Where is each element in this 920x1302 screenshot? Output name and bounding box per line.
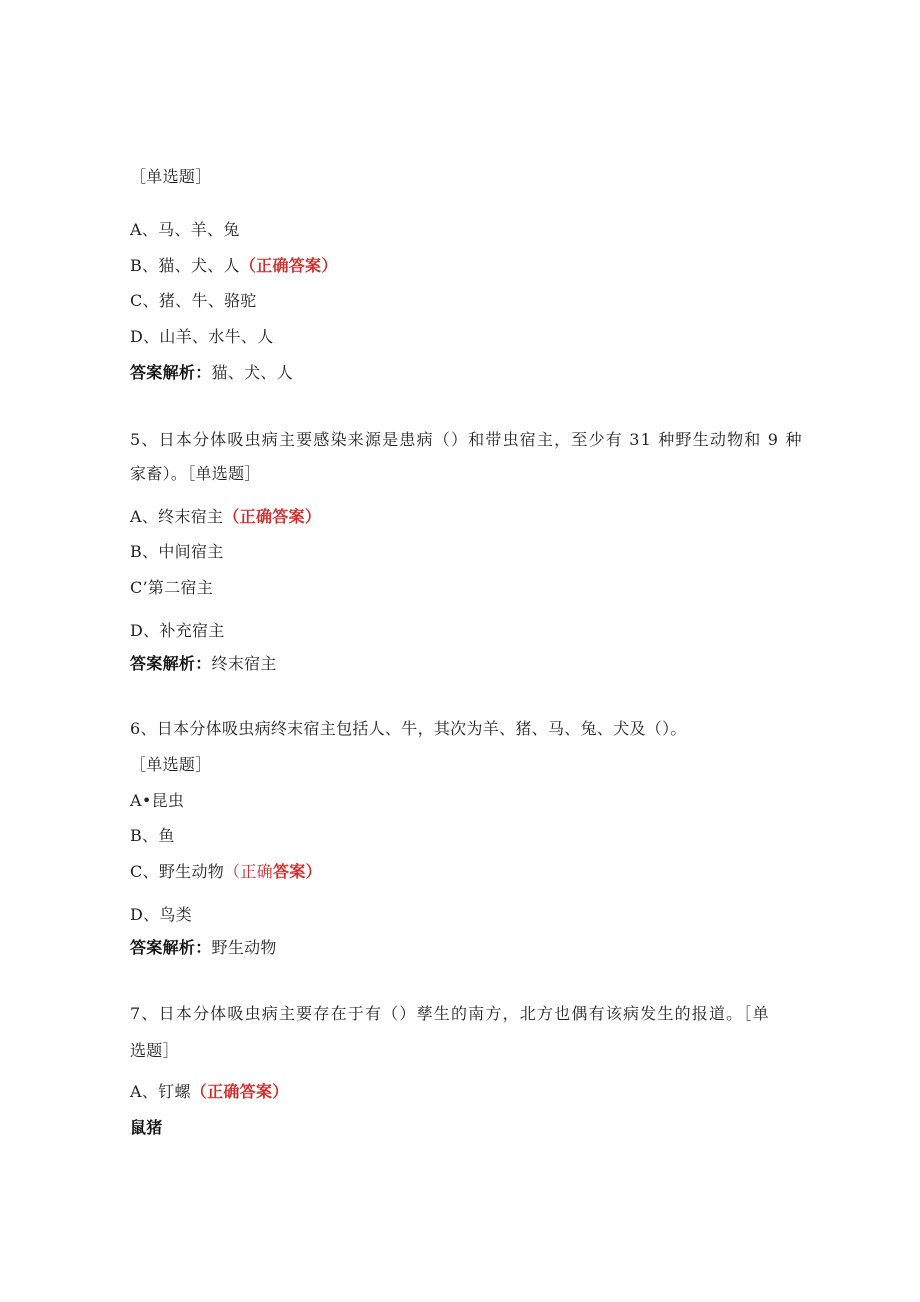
option-text: B、中间宿主 bbox=[130, 542, 224, 561]
correct-answer-mark-part1: （正确 bbox=[224, 862, 273, 881]
option-text: A、钉螺 bbox=[130, 1082, 191, 1101]
analysis-label: 答案解析： bbox=[130, 363, 212, 382]
q5-option-b bbox=[130, 542, 224, 562]
option-text: A、终末宿主 bbox=[130, 507, 224, 526]
analysis-label: 答案解析： bbox=[130, 654, 212, 673]
q5-stem-line1: 5、日本分体吸虫病主要感染来源是患病（）和带虫宿主，至少有 31 种野生动物和 9 种 bbox=[130, 430, 803, 449]
q6-analysis bbox=[130, 938, 277, 958]
q6-type-tag: ［单选题］ bbox=[130, 755, 212, 774]
correct-answer-mark: （正确答案） bbox=[190, 1082, 289, 1101]
q4-type-tag: ［单选题］ bbox=[130, 167, 212, 186]
q5-option-a bbox=[130, 507, 321, 527]
option-text: C’第二宿主 bbox=[130, 578, 214, 597]
q5-stem-line2: 家畜）。［单选题］ bbox=[130, 464, 261, 483]
option-text: A、马、羊、兔 bbox=[130, 220, 240, 239]
q4-analysis bbox=[130, 363, 293, 383]
option-text: B、鱼 bbox=[130, 826, 175, 845]
option-text: C、猪、牛、骆驼 bbox=[130, 291, 257, 310]
option-text: C、野生动物 bbox=[130, 862, 225, 881]
q7-trailing-text: 鼠猪 bbox=[130, 1118, 163, 1137]
q4-option-c bbox=[130, 291, 257, 311]
analysis-text: 野生动物 bbox=[211, 938, 277, 957]
analysis-text: 猫、犬、人 bbox=[211, 363, 294, 382]
q6-option-c bbox=[130, 862, 322, 882]
analysis-text: 终末宿主 bbox=[211, 654, 277, 673]
q7-stem-line1: 7、日本分体吸虫病主要存在于有（）孳生的南方，北方也偶有该病发生的报道。［单 bbox=[130, 1004, 770, 1023]
q6-option-d bbox=[130, 905, 192, 925]
q4-option-d bbox=[130, 327, 274, 347]
correct-answer-mark-part2: 答案） bbox=[272, 862, 322, 881]
correct-answer-mark: （正确答案） bbox=[223, 507, 322, 526]
q6-option-b bbox=[130, 826, 175, 846]
correct-answer-mark: （正确答案） bbox=[239, 256, 338, 275]
option-text: D、鸟类 bbox=[130, 905, 193, 924]
option-text: A•昆虫 bbox=[130, 791, 185, 810]
q6-option-a bbox=[130, 791, 184, 811]
option-text: D、补充宿主 bbox=[130, 621, 225, 640]
q5-analysis bbox=[130, 654, 277, 674]
analysis-label: 答案解析： bbox=[130, 938, 212, 957]
q6-stem-line1: 6、日本分体吸虫病终末宿主包括人、牛，其次为羊、猪、马、兔、犬及（）。 bbox=[130, 719, 687, 738]
q4-option-a bbox=[130, 220, 240, 240]
q7-stem-line2: 选题］ bbox=[130, 1041, 179, 1060]
q5-option-d bbox=[130, 621, 225, 641]
q5-option-c bbox=[130, 578, 213, 598]
option-text: B、猫、犬、人 bbox=[130, 256, 240, 275]
q4-option-b bbox=[130, 256, 338, 276]
option-text: D、山羊、水牛、人 bbox=[130, 327, 274, 346]
q7-option-a bbox=[130, 1082, 289, 1102]
